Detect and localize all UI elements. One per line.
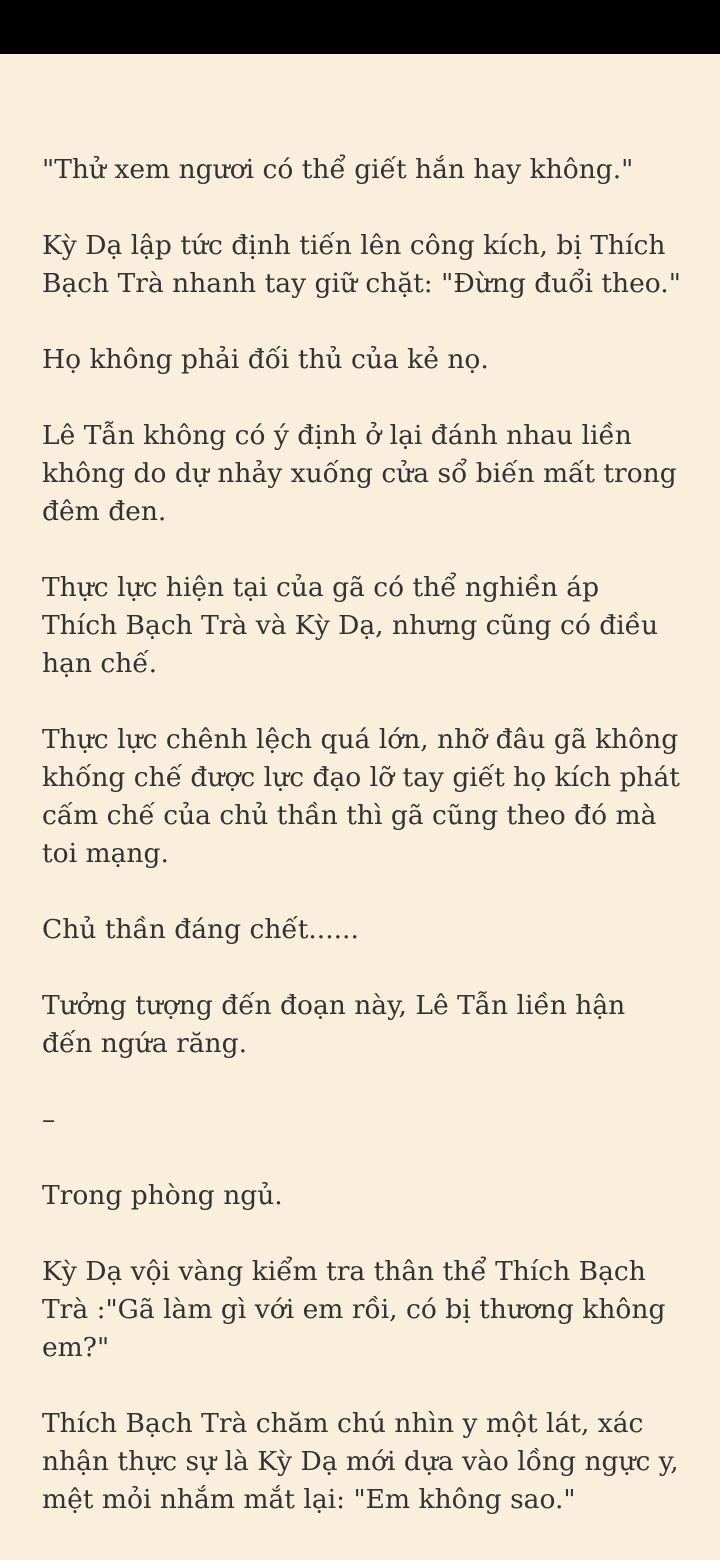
paragraph: "Thử xem ngươi có thể giết hắn hay không." bbox=[42, 154, 634, 185]
paragraph: Thực lực chênh lệch quá lớn, nhỡ đâu gã không khống chế được lực đạo lỡ tay giết họ kích phát cấm chế của chủ thần thì gã cũng theo đó mà toi mạng. bbox=[42, 724, 680, 869]
paragraph: Kỳ Dạ vội vàng kiểm tra thân thể Thích Bạch Trà :"Gã làm gì với em rồi, có bị thương không em?" bbox=[42, 1256, 666, 1363]
status-bar bbox=[0, 0, 720, 54]
paragraph: Lê Tẫn không có ý định ở lại đánh nhau liền không do dự nhảy xuống cửa sổ biến mất trong đêm đen. bbox=[42, 420, 677, 527]
paragraph: Kỳ Dạ lập tức định tiến lên công kích, bị Thích Bạch Trà nhanh tay giữ chặt: "Đừng đuổi theo." bbox=[42, 230, 681, 299]
reader-page[interactable] bbox=[0, 54, 720, 1560]
paragraph: Tưởng tượng đến đoạn này, Lê Tẫn liền hận đến ngứa răng. bbox=[42, 990, 626, 1059]
chapter-text bbox=[42, 151, 682, 1557]
paragraph: Thực lực hiện tại của gã có thể nghiền áp Thích Bạch Trà và Kỳ Dạ, nhưng cũng có điều hạn chế. bbox=[42, 572, 659, 679]
paragraph: Chủ thần đáng chết...... bbox=[42, 914, 359, 945]
paragraph: Thích Bạch Trà chăm chú nhìn y một lát, xác nhận thực sự là Kỳ Dạ mới dựa vào lồng ngực y, mệt mỏi nhắm mắt lại: "Em không sao." bbox=[42, 1408, 679, 1515]
scene-separator: – bbox=[42, 1104, 56, 1135]
paragraph: Họ không phải đối thủ của kẻ nọ. bbox=[42, 344, 489, 375]
paragraph: Trong phòng ngủ. bbox=[42, 1180, 283, 1211]
